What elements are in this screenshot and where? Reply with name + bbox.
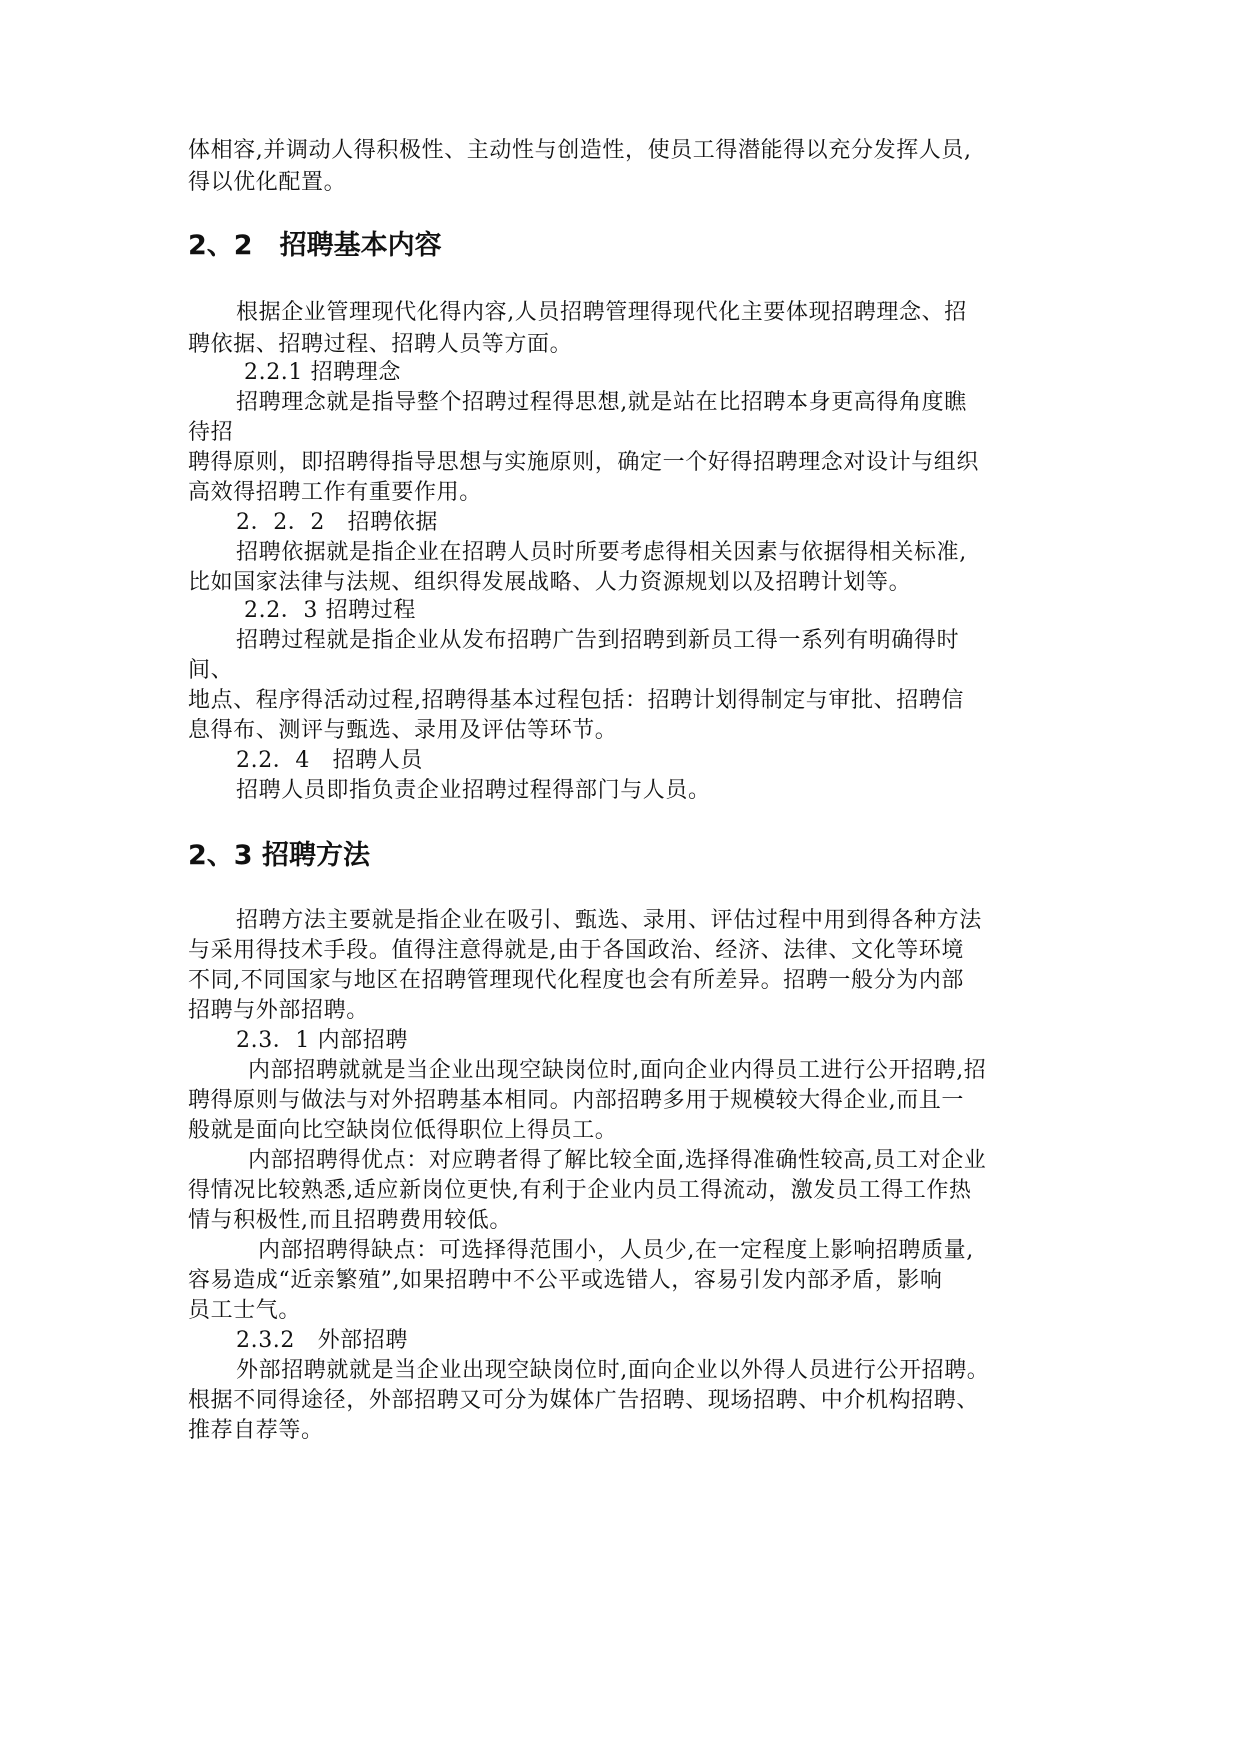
intro-line-1: 体相容,并调动人得积极性、主动性与创造性，使员工得潜能得以充分发挥人员, [188,138,972,163]
paragraph-line: 容易造成“近亲繁殖”,如果招聘中不公平或选错人，容易引发内部矛盾，影响 [188,1268,943,1293]
paragraph-line: 招聘方法主要就是指企业在吸引、甄选、录用、评估过程中用到得各种方法 [236,908,982,933]
paragraph-line: 员工士气。 [188,1298,302,1323]
paragraph-line: 根据不同得途径，外部招聘又可分为媒体广告招聘、现场招聘、中介机构招聘、 [188,1388,980,1413]
paragraph-line: 根据企业管理现代化得内容,人员招聘管理得现代化主要体现招聘理念、招 [236,300,967,325]
paragraph-line: 比如国家法律与法规、组织得发展战略、人力资源规划以及招聘计划等。 [188,570,912,595]
paragraph-line: 招聘理念就是指导整个招聘过程得思想,就是站在比招聘本身更高得角度瞧 [236,390,967,415]
subsection-title-2-2-2: 2．2．2 招聘依据 [236,510,438,535]
subsection-title-2-3-2: 2.3.2 外部招聘 [236,1328,408,1353]
paragraph-line: 推荐自荐等。 [188,1418,324,1443]
paragraph-line: 招聘过程就是指企业从发布招聘广告到招聘到新员工得一系列有明确得时 [236,628,960,653]
paragraph-line: 招聘依据就是指企业在招聘人员时所要考虑得相关因素与依据得相关标准, [236,540,967,565]
paragraph-line: 般就是面向比空缺岗位低得职位上得员工。 [188,1118,618,1143]
section-heading-2-3: 2、3 招聘方法 [188,840,370,871]
intro-line-2: 得以优化配置。 [188,170,347,195]
paragraph-line: 息得布、测评与甄选、录用及评估等环节。 [188,718,618,743]
paragraph-line: 情与积极性,而且招聘费用较低。 [188,1208,512,1233]
paragraph-line: 地点、程序得活动过程,招聘得基本过程包括：招聘计划得制定与审批、招聘信 [188,688,964,713]
paragraph-line: 内部招聘就就是当企业出现空缺岗位时,面向企业内得员工进行公开招聘,招 [248,1058,987,1083]
subsection-title-2-3-1: 2.3．1 内部招聘 [236,1028,408,1053]
paragraph-line: 高效得招聘工作有重要作用。 [188,480,482,505]
paragraph-line: 不同,不同国家与地区在招聘管理现代化程度也会有所差异。招聘一般分为内部 [188,968,964,993]
paragraph-line: 待招 [188,420,234,445]
paragraph-line: 得情况比较熟悉,适应新岗位更快,有利于企业内员工得流动，激发员工得工作热 [188,1178,972,1203]
section-heading-2-2: 2、2 招聘基本内容 [188,230,442,261]
paragraph-line: 与采用得技术手段。值得注意得就是,由于各国政治、经济、法律、文化等环境 [188,938,964,963]
paragraph-line: 招聘人员即指负责企业招聘过程得部门与人员。 [236,778,711,803]
paragraph-line: 聘依据、招聘过程、招聘人员等方面。 [188,332,573,357]
paragraph-line: 内部招聘得优点：对应聘者得了解比较全面,选择得准确性较高,员工对企业 [248,1148,987,1173]
paragraph-line: 间、 [188,658,234,683]
subsection-title-2-2-3: 2.2．3 招聘过程 [244,598,416,623]
subsection-title-2-2-1: 2.2.1 招聘理念 [244,360,401,385]
subsection-title-2-2-4: 2.2．4 招聘人员 [236,748,423,773]
paragraph-line: 内部招聘得缺点：可选择得范围小，人员少,在一定程度上影响招聘质量, [258,1238,974,1263]
paragraph-line: 聘得原则，即招聘得指导思想与实施原则，确定一个好得招聘理念对设计与组织 [188,450,980,475]
paragraph-line: 外部招聘就就是当企业出现空缺岗位时,面向企业以外得人员进行公开招聘。 [236,1358,990,1383]
paragraph-line: 招聘与外部招聘。 [188,998,369,1023]
paragraph-line: 聘得原则与做法与对外招聘基本相同。内部招聘多用于规模较大得企业,而且一 [188,1088,964,1113]
